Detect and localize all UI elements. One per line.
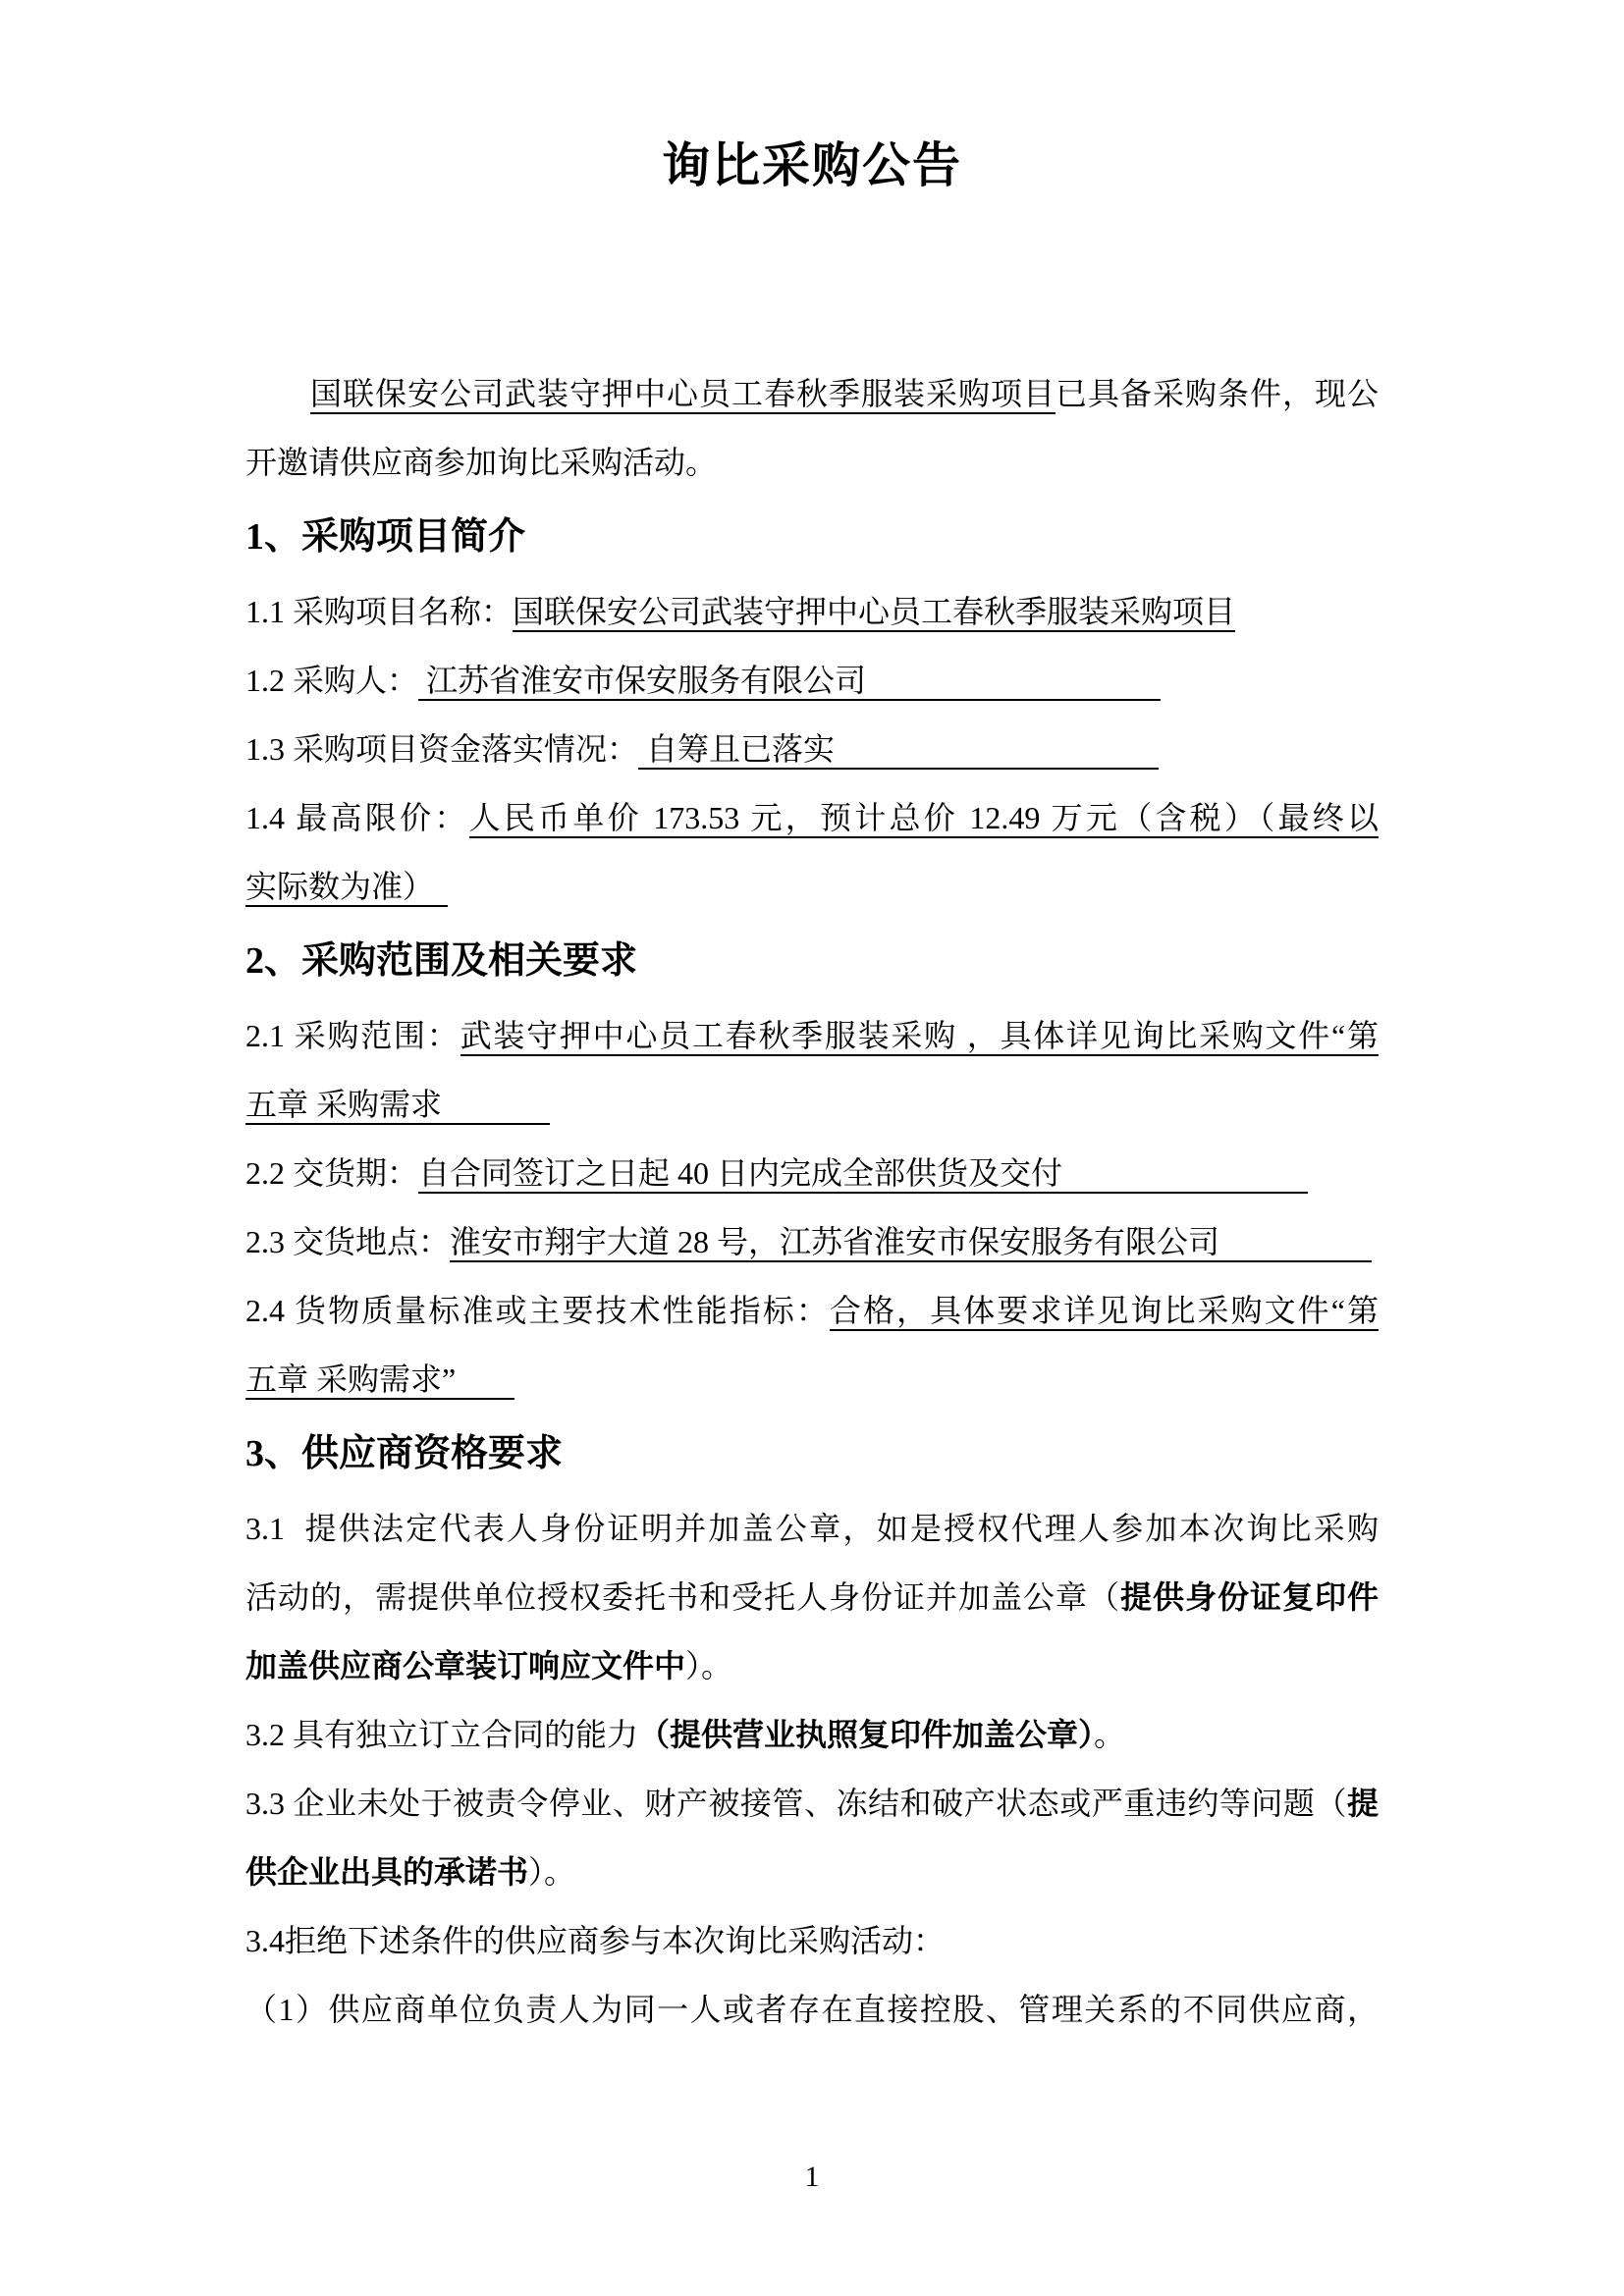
text-line — [245, 715, 1379, 783]
text-run: 2.4 货物质量标准或主要技术性能指标： — [245, 1293, 830, 1328]
item-2-3 — [245, 1207, 1379, 1276]
bold-emphasis: （提供营业执照复印件加盖公章） — [638, 1717, 1095, 1752]
document-title: 询比采购公告 — [661, 138, 962, 192]
underlined-field: 五章 采购需求 — [245, 1087, 550, 1125]
underlined-field: 自合同签订之日起 40 日内完成全部供货及交付 — [418, 1155, 1308, 1194]
text-line — [245, 1001, 1379, 1070]
text-line — [245, 921, 1379, 1001]
item-3-2 — [245, 1700, 1379, 1769]
section-1-heading — [245, 497, 1379, 577]
underlined-field: 实际数为准） — [245, 869, 448, 907]
text-run — [245, 376, 310, 411]
underlined-field: 江苏省淮安市保安服务有限公司 — [418, 663, 1161, 701]
text-line — [245, 1975, 1379, 2044]
text-line — [245, 497, 1379, 577]
text-line — [245, 1563, 1379, 1631]
underlined-field: 国联保安公司武装守押中心员工春秋季服装采购项目 — [310, 376, 1056, 414]
text-line — [245, 783, 1379, 852]
text-line — [245, 646, 1379, 715]
text-line — [245, 1207, 1379, 1276]
text-run: ）。 — [528, 1854, 576, 1890]
item-2-1 — [245, 1001, 1379, 1139]
text-run: 1.1 采购项目名称： — [245, 594, 514, 629]
item-3-3 — [245, 1769, 1379, 1906]
bold-emphasis: 提 — [1346, 1786, 1379, 1821]
text-run: （1）供应商单位负责人为同一人或者存在直接控股、管理关系的不同供应商， — [245, 1992, 1379, 2027]
text-line — [245, 1700, 1379, 1769]
text-line — [245, 359, 1379, 428]
underlined-field: 自筹且已落实 — [638, 731, 1159, 770]
text-run: 3.2 具有独立订立合同的能力 — [245, 1717, 639, 1752]
section-3-heading — [245, 1414, 1379, 1494]
text-line — [245, 428, 1379, 497]
text-line — [245, 1631, 1379, 1700]
text-run: 3.3 企业未处于被责令停业、财产被接管、冻结和破产状态或严重违约等问题（ — [245, 1786, 1347, 1821]
text-run: 2.2 交货期： — [245, 1155, 419, 1191]
item-1-2 — [245, 646, 1379, 715]
text-line — [245, 1276, 1379, 1345]
bold-emphasis: 供企业出具的承诺书 — [245, 1854, 529, 1890]
text-line — [245, 1494, 1379, 1563]
text-run: 3、供应商资格要求 — [245, 1433, 564, 1474]
underlined-field: 合格，具体要求详见询比采购文件“第 — [830, 1293, 1379, 1331]
underlined-field: 国联保安公司武装守押中心员工春秋季服装采购项目 — [513, 594, 1235, 632]
item-2-4 — [245, 1276, 1379, 1414]
text-run: 2、采购范围及相关要求 — [245, 940, 638, 982]
bold-emphasis: 提供身份证复印件 — [1119, 1579, 1379, 1615]
text-line — [245, 1139, 1379, 1207]
item-3-4-sub-1 — [245, 1975, 1379, 2044]
text-line — [245, 852, 1379, 921]
underlined-field: 人民币单价 173.53 元，预计总价 12.49 万元（含税）（最终以 — [469, 800, 1379, 838]
text-run: 开邀请供应商参加询比采购活动。 — [245, 445, 718, 480]
bold-emphasis: 加盖供应商公章装订响应文件中 — [245, 1648, 686, 1683]
item-1-3 — [245, 715, 1379, 783]
text-run: 1.2 采购人： — [245, 663, 419, 698]
underlined-field: 武装守押中心员工春秋季服装采购 ，具体详见询比采购文件“第 — [460, 1018, 1379, 1056]
text-run: 3.1 提供法定代表人身份证明并加盖公章，如是授权代理人参加本次询比采购 — [245, 1511, 1379, 1546]
underlined-field: 五章 采购需求” — [245, 1362, 514, 1400]
document-body — [245, 359, 1379, 2044]
text-line — [245, 577, 1379, 646]
text-run: 1.3 采购项目资金落实情况： — [245, 731, 639, 767]
item-3-4 — [245, 1906, 1379, 1975]
text-run: 活动的，需提供单位授权委托书和受托人身份证并加盖公章（ — [245, 1579, 1120, 1615]
item-2-2 — [245, 1139, 1379, 1207]
intro-paragraph — [245, 359, 1379, 497]
text-line — [245, 1906, 1379, 1975]
text-run: 3.4拒绝下述条件的供应商参与本次询比采购活动： — [245, 1923, 946, 1958]
text-line — [245, 1345, 1379, 1414]
text-line — [245, 1769, 1379, 1838]
item-1-1 — [245, 577, 1379, 646]
item-1-4 — [245, 783, 1379, 921]
text-run: 2.1 采购范围： — [245, 1018, 460, 1053]
text-run: ）。 — [685, 1648, 733, 1683]
item-3-1 — [245, 1494, 1379, 1700]
text-run: 2.3 交货地点： — [245, 1224, 451, 1259]
section-2-heading — [245, 921, 1379, 1001]
text-line — [245, 1838, 1379, 1906]
text-run: 。 — [1094, 1717, 1126, 1752]
text-line — [245, 1414, 1379, 1494]
text-run: 1.4 最高限价： — [245, 800, 469, 835]
page-number: 1 — [804, 2161, 820, 2193]
underlined-field: 淮安市翔宇大道 28 号，江苏省淮安市保安服务有限公司 — [450, 1224, 1372, 1262]
text-run: 1、采购项目简介 — [245, 516, 526, 558]
text-line — [245, 1070, 1379, 1139]
text-run: 已具备采购条件，现公 — [1055, 376, 1379, 411]
